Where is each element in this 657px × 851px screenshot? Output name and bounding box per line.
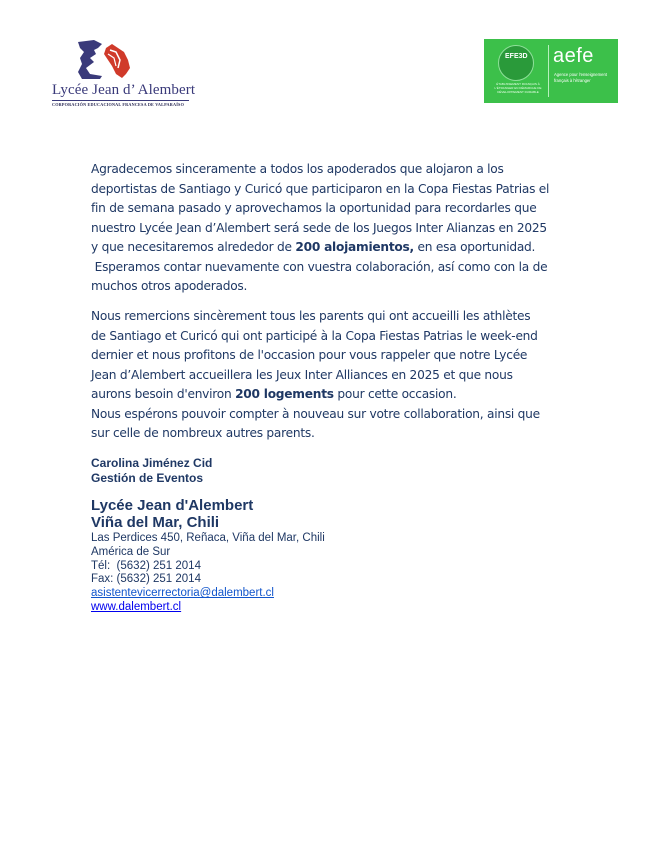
text-run: y que necesitaremos alrededor de — [91, 240, 296, 254]
text-line — [91, 238, 571, 258]
text-line: Jean d’Alembert accueillera les Jeux Inter Alliances en 2025 et que nous — [91, 367, 513, 382]
signature-school-name: Lycée Jean d'Alembert — [91, 497, 254, 514]
lycee-emblem-icon — [72, 38, 152, 80]
lycee-logo — [46, 38, 216, 110]
signature-region: América de Sur — [91, 545, 171, 558]
spanish-paragraph — [91, 160, 571, 297]
text-line: fin de semana pasado y aprovechamos la oportunidad para recordarles que — [91, 201, 537, 215]
text-line: dernier et nous profitons de l'occasion pour vous rappeler que notre Lycée — [91, 348, 528, 362]
lycee-logo-underline — [52, 100, 189, 101]
signature-school — [91, 497, 253, 531]
efe3d-badge-label: EFE3D — [505, 53, 528, 60]
aefe-brand-caption: Agence pour l'enseignement français à l'étranger — [554, 72, 607, 83]
signature-person — [91, 456, 212, 486]
text-line — [91, 385, 571, 405]
signature-city: Viña del Mar, Chili — [91, 514, 220, 531]
text-line: Nous remercions sincèrement tous les parents qui ont accueilli les athlètes — [91, 309, 531, 323]
highlight-count: 200 logements — [235, 387, 334, 401]
text-line: de Santiago et Curicó qui ont participé à la Copa Fiestas Patrias le week-end — [91, 328, 538, 343]
signature-phone: Tél: (5632) 251 2014 — [91, 559, 201, 572]
signature-address: Las Perdices 450, Reñaca, Viña del Mar, Chili — [91, 532, 325, 544]
efe3d-badge-caption: ÉTABLISSEMENT FRANÇAIS À L'ÉTRANGER EN DÉMARCHE DE DÉVELOPPEMENT DURABLE — [494, 82, 542, 94]
signature-name: Carolina Jiménez Cid — [91, 456, 213, 470]
signature-website-link[interactable]: www.dalembert.cl — [91, 600, 182, 613]
signature-email-link[interactable]: asistentevicerrectoria@dalembert.cl — [91, 587, 274, 600]
text-run: aurons besoin d'environ — [91, 387, 236, 401]
text-line: muchos otros apoderados. — [91, 279, 248, 293]
lycee-logo-name: Lycée Jean d’ Alembert — [52, 82, 196, 98]
aefe-logo — [484, 39, 618, 103]
signature-contact — [91, 532, 325, 615]
text-line: Esperamos contar nuevamente con vuestra colaboración, así como con la de — [91, 259, 548, 274]
text-line: deportistas de Santiago y Curicó que participaron en la Copa Fiestas Patrias el — [91, 181, 550, 196]
text-line: Agradecemos sinceramente a todos los apoderados que alojaron a los — [91, 162, 504, 176]
text-run: pour cette occasion. — [333, 387, 457, 401]
signature-role: Gestión de Eventos — [91, 471, 204, 485]
aefe-logo-divider — [548, 45, 549, 97]
text-line: nuestro Lycée Jean d’Alembert será sede de los Juegos Inter Alianzas en 2025 — [91, 220, 547, 235]
aefe-brand: aefe — [553, 45, 594, 67]
text-line: Nous espérons pouvoir compter à nouveau sur votre collaboration, ainsi que — [91, 406, 540, 421]
french-paragraph — [91, 307, 571, 444]
text-run: en esa oportunidad. — [413, 240, 536, 254]
highlight-count: 200 alojamientos, — [295, 240, 414, 254]
text-line: sur celle de nombreux autres parents. — [91, 426, 315, 440]
lycee-logo-subtitle: CORPORACIÓN EDUCACIONAL FRANCESA DE VALPARAÍSO — [52, 102, 185, 107]
signature-fax: Fax: (5632) 251 2014 — [91, 573, 201, 586]
efe3d-badge-icon — [498, 45, 534, 81]
